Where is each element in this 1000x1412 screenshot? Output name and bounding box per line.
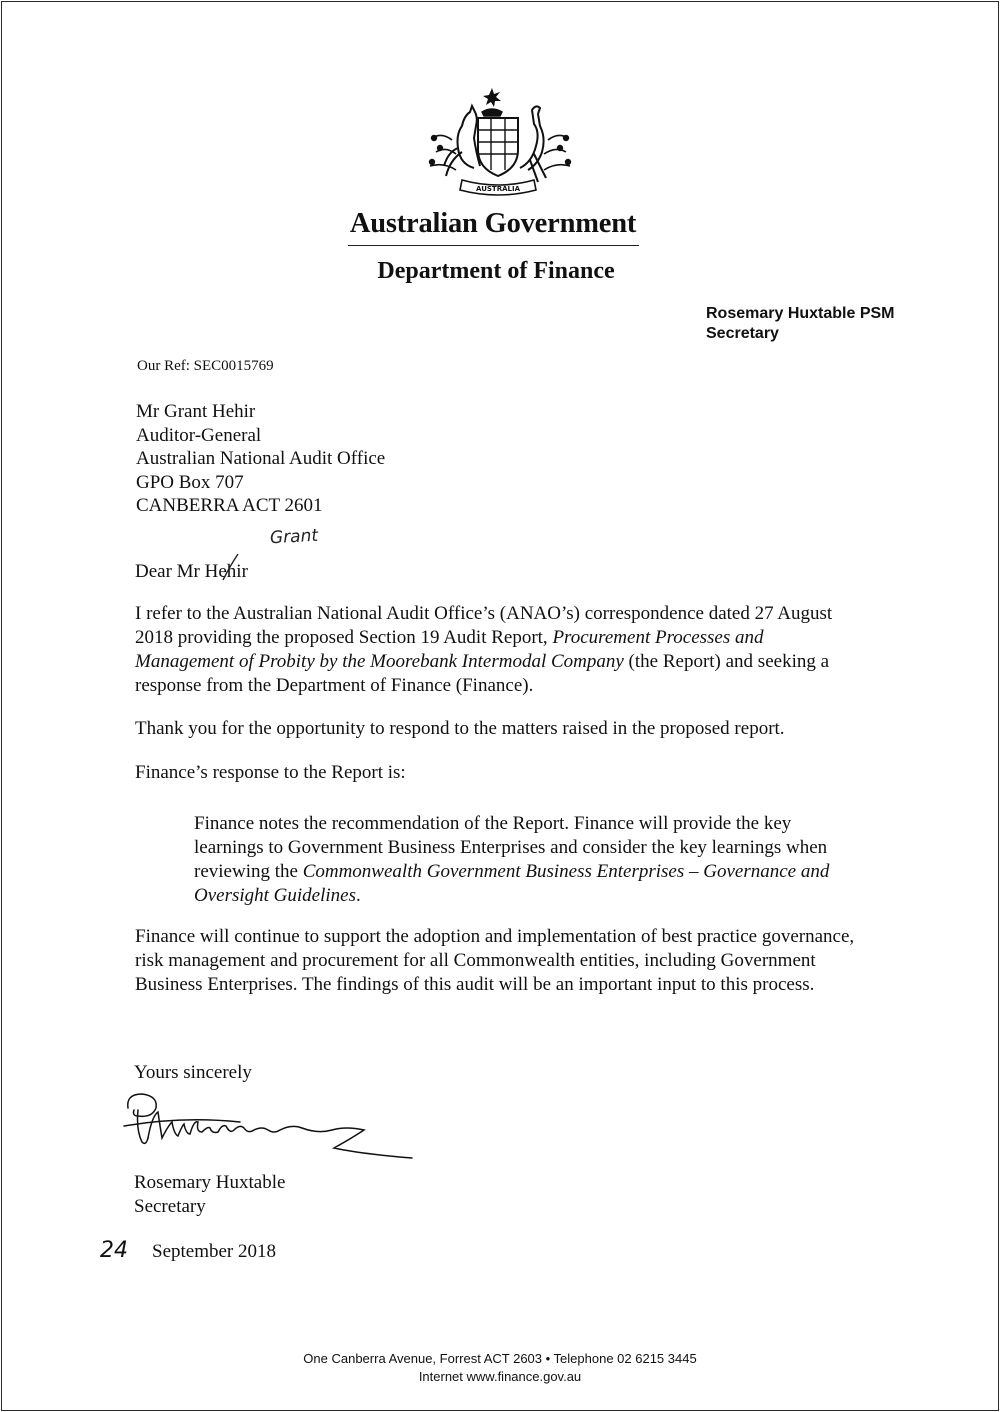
paragraph-text: (the Report) and seeking a response from the Department of Finance (Finance). (135, 651, 830, 696)
department-name: Department of Finance (377, 258, 615, 284)
handwritten-strike-mark (220, 552, 240, 582)
crest-scroll-text: AUSTRALIA (476, 185, 520, 193)
closing: Yours sincerely (134, 1062, 252, 1083)
signer-block (134, 1171, 285, 1219)
salutation-prefix: Dear Mr (135, 561, 205, 582)
commonwealth-star-icon (483, 88, 501, 107)
handwritten-signature (122, 1086, 422, 1176)
paragraph-intro (135, 602, 865, 698)
paragraph-continuation: Finance will continue to support the adoption and implementation of best practice governance, risk management and procurement for all Commonwealth entities, including Government Business Enterprises. The findings of this audit will be an important input to this process. (135, 926, 855, 995)
emu-icon (520, 106, 546, 182)
signer-title: Secretary (134, 1196, 206, 1217)
coat-of-arms-emblem (422, 82, 578, 202)
address-line: Auditor-General (136, 424, 262, 446)
paragraph-response-lead: Finance’s response to the Report is: (135, 762, 406, 783)
response-quote (194, 812, 834, 908)
quote-text: Finance notes the recommendation of the Report. Finance will provide the key learnings to Government Business Enterprises and consider the key learnings when reviewing the (194, 813, 828, 882)
footer-website: Internet www.finance.gov.au (418, 1369, 582, 1384)
month-year: September 2018 (152, 1241, 277, 1262)
address-line: Mr Grant Hehir (136, 401, 256, 422)
guidelines-title: Commonwealth Government Business Enterprises – Governance and Oversight Guidelines (194, 861, 830, 906)
handwritten-day: 24 (100, 1238, 128, 1263)
struck-surname: Hehir (204, 561, 248, 582)
signer-name: Rosemary Huxtable (134, 1172, 286, 1193)
letterhead-divider (348, 245, 639, 246)
recipient-address (136, 400, 385, 518)
footer-address: One Canberra Avenue, Forrest ACT 2603 • Telephone 02 6215 3445 (303, 1351, 697, 1366)
address-line: Australian National Audit Office (136, 448, 386, 469)
reference-number: Our Ref: SEC0015769 (137, 358, 274, 374)
page-footer (200, 1350, 800, 1386)
kangaroo-icon (444, 106, 480, 176)
paragraph-thanks: Thank you for the opportunity to respond to the matters raised in the proposed report. (135, 718, 785, 739)
letter-date (100, 1239, 276, 1264)
shield-icon (478, 118, 518, 176)
address-line: CANBERRA ACT 2601 (136, 495, 323, 516)
sender-name: Rosemary Huxtable PSM (706, 305, 895, 322)
handwritten-first-name: Grant (269, 525, 319, 549)
report-title: Procurement Processes and Management of Probity by the Moorebank Intermodal Company (135, 627, 764, 672)
sender-block (706, 304, 895, 344)
paragraph-text: I refer to the Australian National Audit Office’s (ANAO’s) correspondence dated 27 August 2018 providing the proposed Section 19 Audit Report, (135, 603, 833, 648)
quote-text: . (356, 885, 361, 906)
address-line: GPO Box 707 (136, 471, 244, 493)
sender-title: Secretary (706, 325, 779, 342)
government-name: Australian Government (349, 208, 637, 239)
